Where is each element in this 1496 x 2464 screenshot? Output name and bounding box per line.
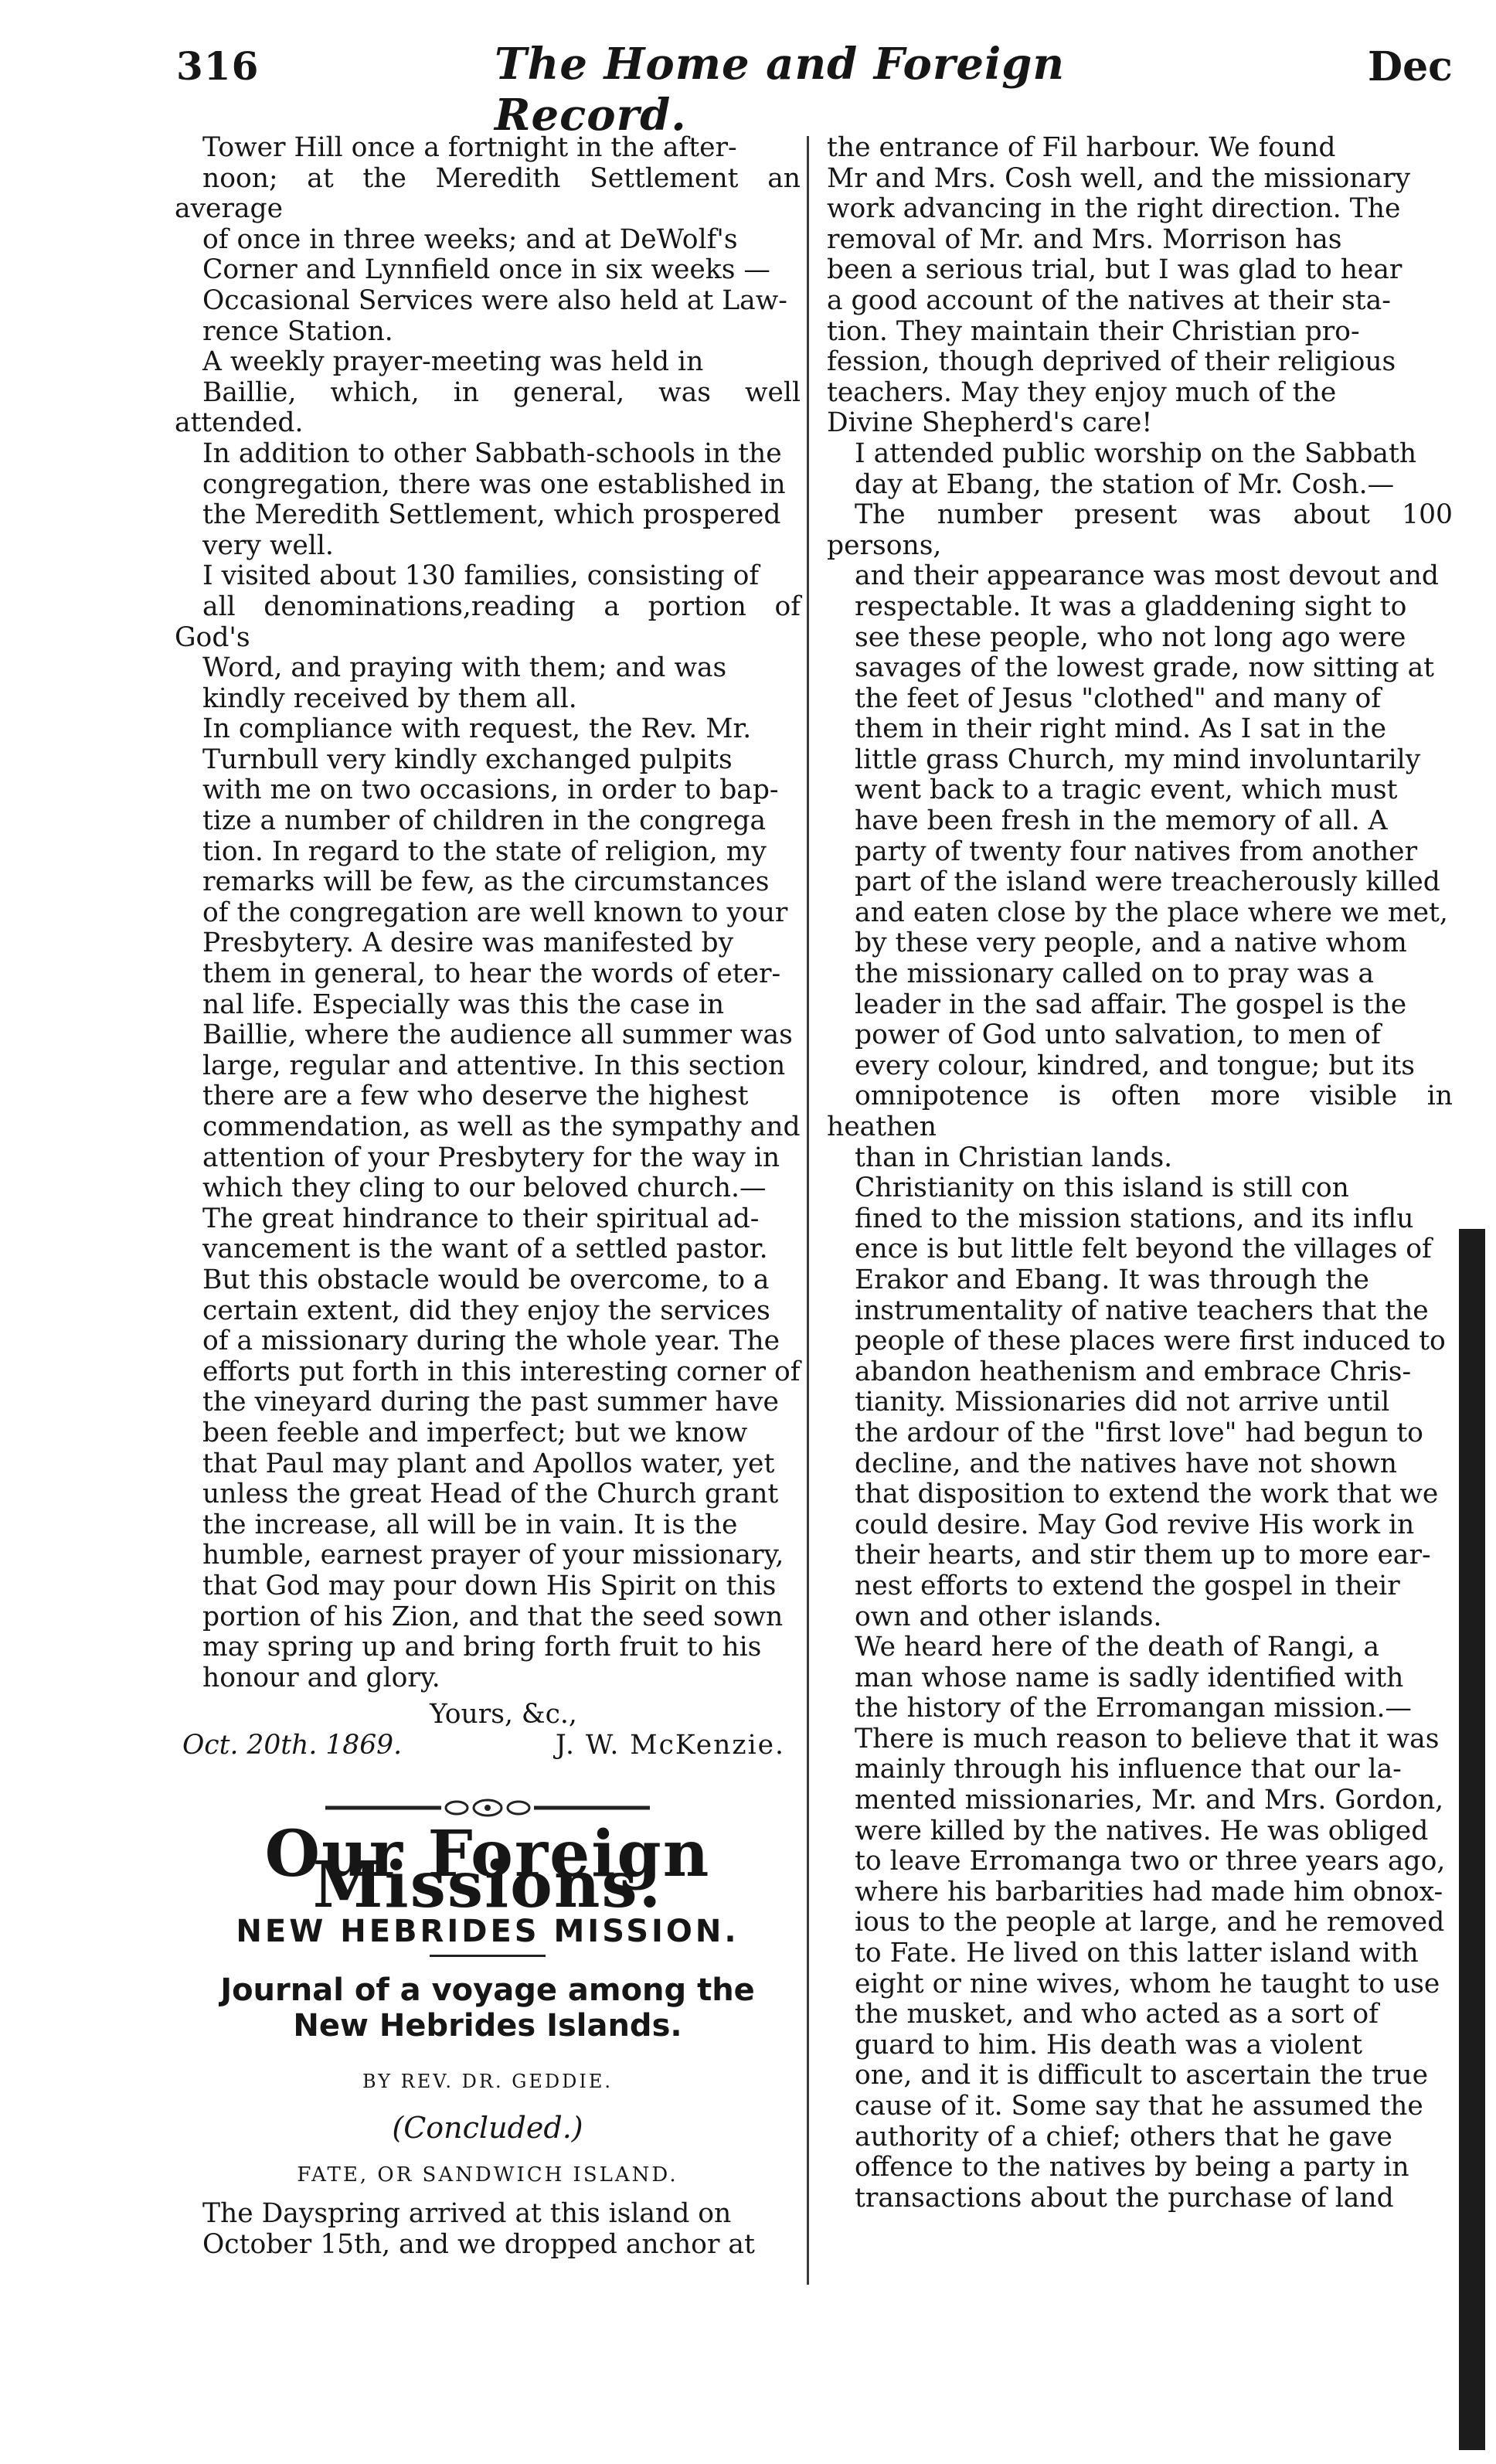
text-line: remarks will be few, as the circumstances	[202, 866, 770, 898]
right-paragraph-4	[827, 1632, 1453, 2214]
text-line: party of twenty four natives from another	[855, 836, 1418, 867]
text-line: Presbytery. A desire was manifested by	[202, 927, 734, 959]
text-line: leader in the sad affair. The gospel is the	[855, 989, 1407, 1020]
text-line: vancement is the want of a settled pastor.	[202, 1234, 768, 1265]
text-line: noon; at the Meredith Settlement an average	[175, 162, 801, 225]
text-line: honour and glory.	[202, 1662, 440, 1693]
text-line: decline, and the natives have not shown	[855, 1448, 1397, 1479]
text-line: of the congregation are well known to your	[202, 897, 788, 928]
right-paragraph-3	[827, 1173, 1453, 1632]
text-line: of once in three weeks; and at DeWolf's	[202, 223, 738, 255]
text-line: ence is but little felt beyond the villages of	[855, 1234, 1432, 1265]
text-line: the history of the Erromangan mission.—	[855, 1693, 1412, 1724]
text-line: A weekly prayer-meeting was held in	[202, 346, 704, 378]
text-line: and their appearance was most devout and	[855, 560, 1440, 592]
heading-rule	[430, 1955, 546, 1957]
text-line: them in their right mind. As I sat in the	[855, 713, 1387, 745]
text-line: I attended public worship on the Sabbath	[855, 437, 1417, 469]
text-line: that God may pour down His Spirit on this	[202, 1570, 777, 1601]
text-line: Christianity on this island is still con	[855, 1172, 1349, 1204]
text-line: day at Ebang, the station of Mr. Cosh.—	[855, 468, 1395, 500]
text-line: the ardour of the "first love" had begun to	[855, 1417, 1423, 1448]
text-line: Mr and Mrs. Cosh well, and the missionary	[827, 162, 1411, 194]
text-line: savages of the lowest grade, now sitting at	[855, 652, 1435, 684]
text-line: been feeble and imperfect; but we know	[202, 1417, 748, 1448]
text-line: omnipotence is often more visible in heathen	[827, 1081, 1453, 1142]
text-line: man whose name is sadly identified with	[855, 1662, 1404, 1693]
text-line: the Meredith Settlement, which prospered	[202, 499, 781, 531]
text-line: all denominations,reading a portion of God's	[175, 590, 801, 653]
text-line: teachers. May they enjoy much of the	[827, 376, 1337, 408]
text-line: October 15th, and we dropped anchor at	[202, 2228, 755, 2260]
text-line: tion. They maintain their Christian pro-	[827, 315, 1360, 347]
text-line: In compliance with request, the Rev. Mr.	[202, 713, 752, 745]
text-line: by these very people, and a native whom	[855, 927, 1407, 959]
text-line: Divine Shepherd's care!	[827, 407, 1153, 439]
text-line: nest efforts to extend the gospel in their	[855, 1570, 1400, 1601]
text-line: In addition to other Sabbath-schools in the	[202, 437, 782, 469]
text-line: have been fresh in the memory of all. A	[855, 805, 1388, 837]
text-line: humble, earnest prayer of your missionary,	[202, 1540, 784, 1571]
running-title: The Home and Foreign Record.	[495, 39, 1066, 141]
text-line: ious to the people at large, and he removed	[855, 1907, 1445, 1938]
text-line: abandon heathenism and embrace Chris-	[855, 1356, 1412, 1387]
ornamental-divider	[325, 1796, 650, 1819]
letter-signoff	[175, 1700, 801, 1761]
text-line: mainly through his influence that our la-	[855, 1754, 1402, 1785]
left-paragraph-4	[175, 714, 801, 1693]
dateline	[175, 1731, 801, 1761]
page-header	[0, 0, 1496, 141]
text-line: that Paul may plant and Apollos water, yet	[202, 1448, 775, 1479]
text-line: own and other islands.	[855, 1601, 1162, 1632]
left-column	[175, 133, 801, 2359]
byline: BY REV. DR. GEDDIE.	[362, 2071, 614, 2093]
text-line: efforts put forth in this interesting corner of	[202, 1356, 801, 1387]
page-number: 316	[176, 43, 260, 89]
text-line: a good account of the natives at their sta-	[827, 284, 1391, 316]
text-line: were killed by the natives. He was obliged	[855, 1815, 1429, 1846]
right-paragraph-2	[827, 439, 1453, 1173]
text-line: every colour, kindred, and tongue; but its	[855, 1050, 1415, 1081]
text-line: fined to the mission stations, and its influ	[855, 1203, 1414, 1234]
text-line: the increase, all will be in vain. It is the	[202, 1509, 738, 1540]
text-line: one, and it is difficult to ascertain the true	[855, 2060, 1429, 2091]
text-line: commendation, as well as the sympathy and	[202, 1111, 801, 1142]
text-line: tianity. Missionaries did not arrive until	[855, 1387, 1390, 1418]
text-line: of a missionary during the whole year. The	[202, 1326, 780, 1357]
text-line: congregation, there was one established in	[202, 468, 786, 500]
text-line: the missionary called on to pray was a	[855, 958, 1375, 990]
left-paragraph-2	[175, 347, 801, 561]
text-line: the vineyard during the past summer have	[202, 1387, 779, 1418]
text-line: Word, and praying with them; and was	[202, 652, 727, 684]
running-month: Dec	[1368, 43, 1453, 90]
text-line: unless the great Head of the Church grant	[202, 1479, 779, 1510]
text-line: certain extent, did they enjoy the services	[202, 1295, 770, 1326]
text-line: kindly received by them all.	[202, 682, 577, 714]
place-heading: FATE, OR SANDWICH ISLAND.	[297, 2163, 678, 2187]
text-line: to leave Erromanga two or three years ago,	[855, 1846, 1446, 1877]
letter-date: Oct. 20th. 1869.	[182, 1729, 403, 1761]
text-line: The great hindrance to their spiritual ad-	[202, 1203, 760, 1234]
text-line: power of God unto salvation, to men of	[855, 1019, 1381, 1051]
signature: J. W. McKenzie.	[555, 1729, 785, 1761]
text-line: part of the island were treacherously killed	[855, 866, 1440, 898]
text-line: respectable. It was a gladdening sight to	[855, 590, 1407, 622]
text-line: and eaten close by the place where we met,	[855, 897, 1448, 928]
text-line: Occasional Services were also held at Law-	[202, 284, 787, 316]
section-title: Our Foreign Missions.	[264, 1817, 711, 1923]
text-line: where his barbarities had made him obnox-	[855, 1876, 1443, 1908]
right-paragraph-1	[827, 133, 1453, 439]
text-line: see these people, who not long ago were	[855, 621, 1406, 653]
right-column	[827, 133, 1453, 2359]
left-paragraph-3	[175, 561, 801, 714]
text-line: cause of it. Some say that he assumed the	[855, 2091, 1423, 2122]
text-line: Corner and Lynnfield once in six weeks —	[202, 254, 770, 286]
text-line: rence Station.	[202, 315, 393, 347]
text-line: nal life. Especially was this the case in	[202, 989, 725, 1020]
concluded-note: (Concluded.)	[392, 2110, 583, 2145]
text-line: We heard here of the death of Rangi, a	[855, 1632, 1380, 1663]
closing-salutation: Yours, &c.,	[430, 1699, 577, 1731]
text-line: with me on two occasions, in order to bap-	[202, 774, 779, 806]
text-line: tion. In regard to the state of religion, my	[202, 836, 767, 867]
text-line: attention of your Presbytery for the way in	[202, 1142, 780, 1173]
text-line: very well.	[202, 529, 334, 561]
text-line: guard to him. His death was a violent	[855, 2029, 1362, 2061]
text-line: there are a few who deserve the highest	[202, 1081, 749, 1112]
text-line: the feet of Jesus "clothed" and many of	[855, 682, 1382, 714]
left-paragraph-5	[175, 2199, 801, 2260]
text-line: the musket, and who acted as a sort of	[855, 1999, 1379, 2030]
column-divider	[807, 136, 809, 2285]
text-line: mented missionaries, Mr. and Mrs. Gordon,	[855, 1785, 1444, 1816]
text-line: which they cling to our beloved church.—	[202, 1172, 767, 1204]
text-line: could desire. May God revive His work in	[855, 1509, 1415, 1540]
text-line: Tower Hill once a fortnight in the after-	[202, 132, 737, 163]
text-line: Baillie, where the audience all summer was	[202, 1019, 793, 1051]
text-line: fession, though deprived of their religious	[827, 346, 1396, 378]
text-line: I visited about 130 families, consisting of	[202, 560, 760, 592]
text-line: large, regular and attentive. In this section	[202, 1050, 786, 1081]
text-line: that disposition to extend the work that we	[855, 1479, 1439, 1510]
text-line: Journal of a voyage among the	[220, 1972, 755, 2009]
journal-title	[175, 1972, 801, 2044]
left-paragraph-1	[175, 133, 801, 347]
text-line: authority of a chief; others that he gave	[855, 2121, 1392, 2153]
text-line: Erakor and Ebang. It was through the	[855, 1264, 1369, 1295]
text-line: than in Christian lands.	[855, 1142, 1173, 1173]
scan-edge-shadow	[1459, 1229, 1485, 2450]
text-line: people of these places were first induced to	[855, 1326, 1446, 1357]
text-line: their hearts, and stir them up to more ear-	[855, 1540, 1431, 1571]
text-line: The number present was about 100 persons,	[827, 499, 1453, 561]
text-line: portion of his Zion, and that the seed sown	[202, 1601, 784, 1632]
text-line: to Fate. He lived on this latter island with	[855, 1938, 1419, 1969]
text-line: New Hebrides Islands.	[293, 2008, 682, 2044]
text-line: been a serious trial, but I was glad to hear	[827, 254, 1402, 286]
text-line: Baillie, which, in general, was well attended.	[175, 376, 801, 439]
text-line: There is much reason to believe that it was	[855, 1723, 1440, 1754]
text-line: work advancing in the right direction. The	[827, 193, 1401, 225]
text-line: But this obstacle would be overcome, to a	[202, 1264, 770, 1295]
mission-heading: NEW HEBRIDES MISSION.	[236, 1913, 740, 1949]
text-line: Turnbull very kindly exchanged pulpits	[202, 744, 733, 775]
text-line: may spring up and bring forth fruit to his	[202, 1632, 762, 1663]
text-line: them in general, to hear the words of eter-	[202, 958, 781, 990]
text-line: instrumentality of native teachers that the	[855, 1295, 1429, 1326]
text-line: went back to a tragic event, which must	[855, 774, 1398, 806]
text-line: transactions about the purchase of land	[855, 2182, 1394, 2214]
text-line: little grass Church, my mind involuntarily	[855, 744, 1421, 775]
text-line: eight or nine wives, whom he taught to use	[855, 1968, 1440, 1999]
text-line: the entrance of Fil harbour. We found	[827, 132, 1336, 163]
text-line: offence to the natives by being a party in	[855, 2152, 1409, 2183]
text-line: removal of Mr. and Mrs. Morrison has	[827, 223, 1342, 255]
text-line: tize a number of children in the congrega	[202, 805, 767, 837]
text-line: The Dayspring arrived at this island on	[202, 2198, 732, 2230]
